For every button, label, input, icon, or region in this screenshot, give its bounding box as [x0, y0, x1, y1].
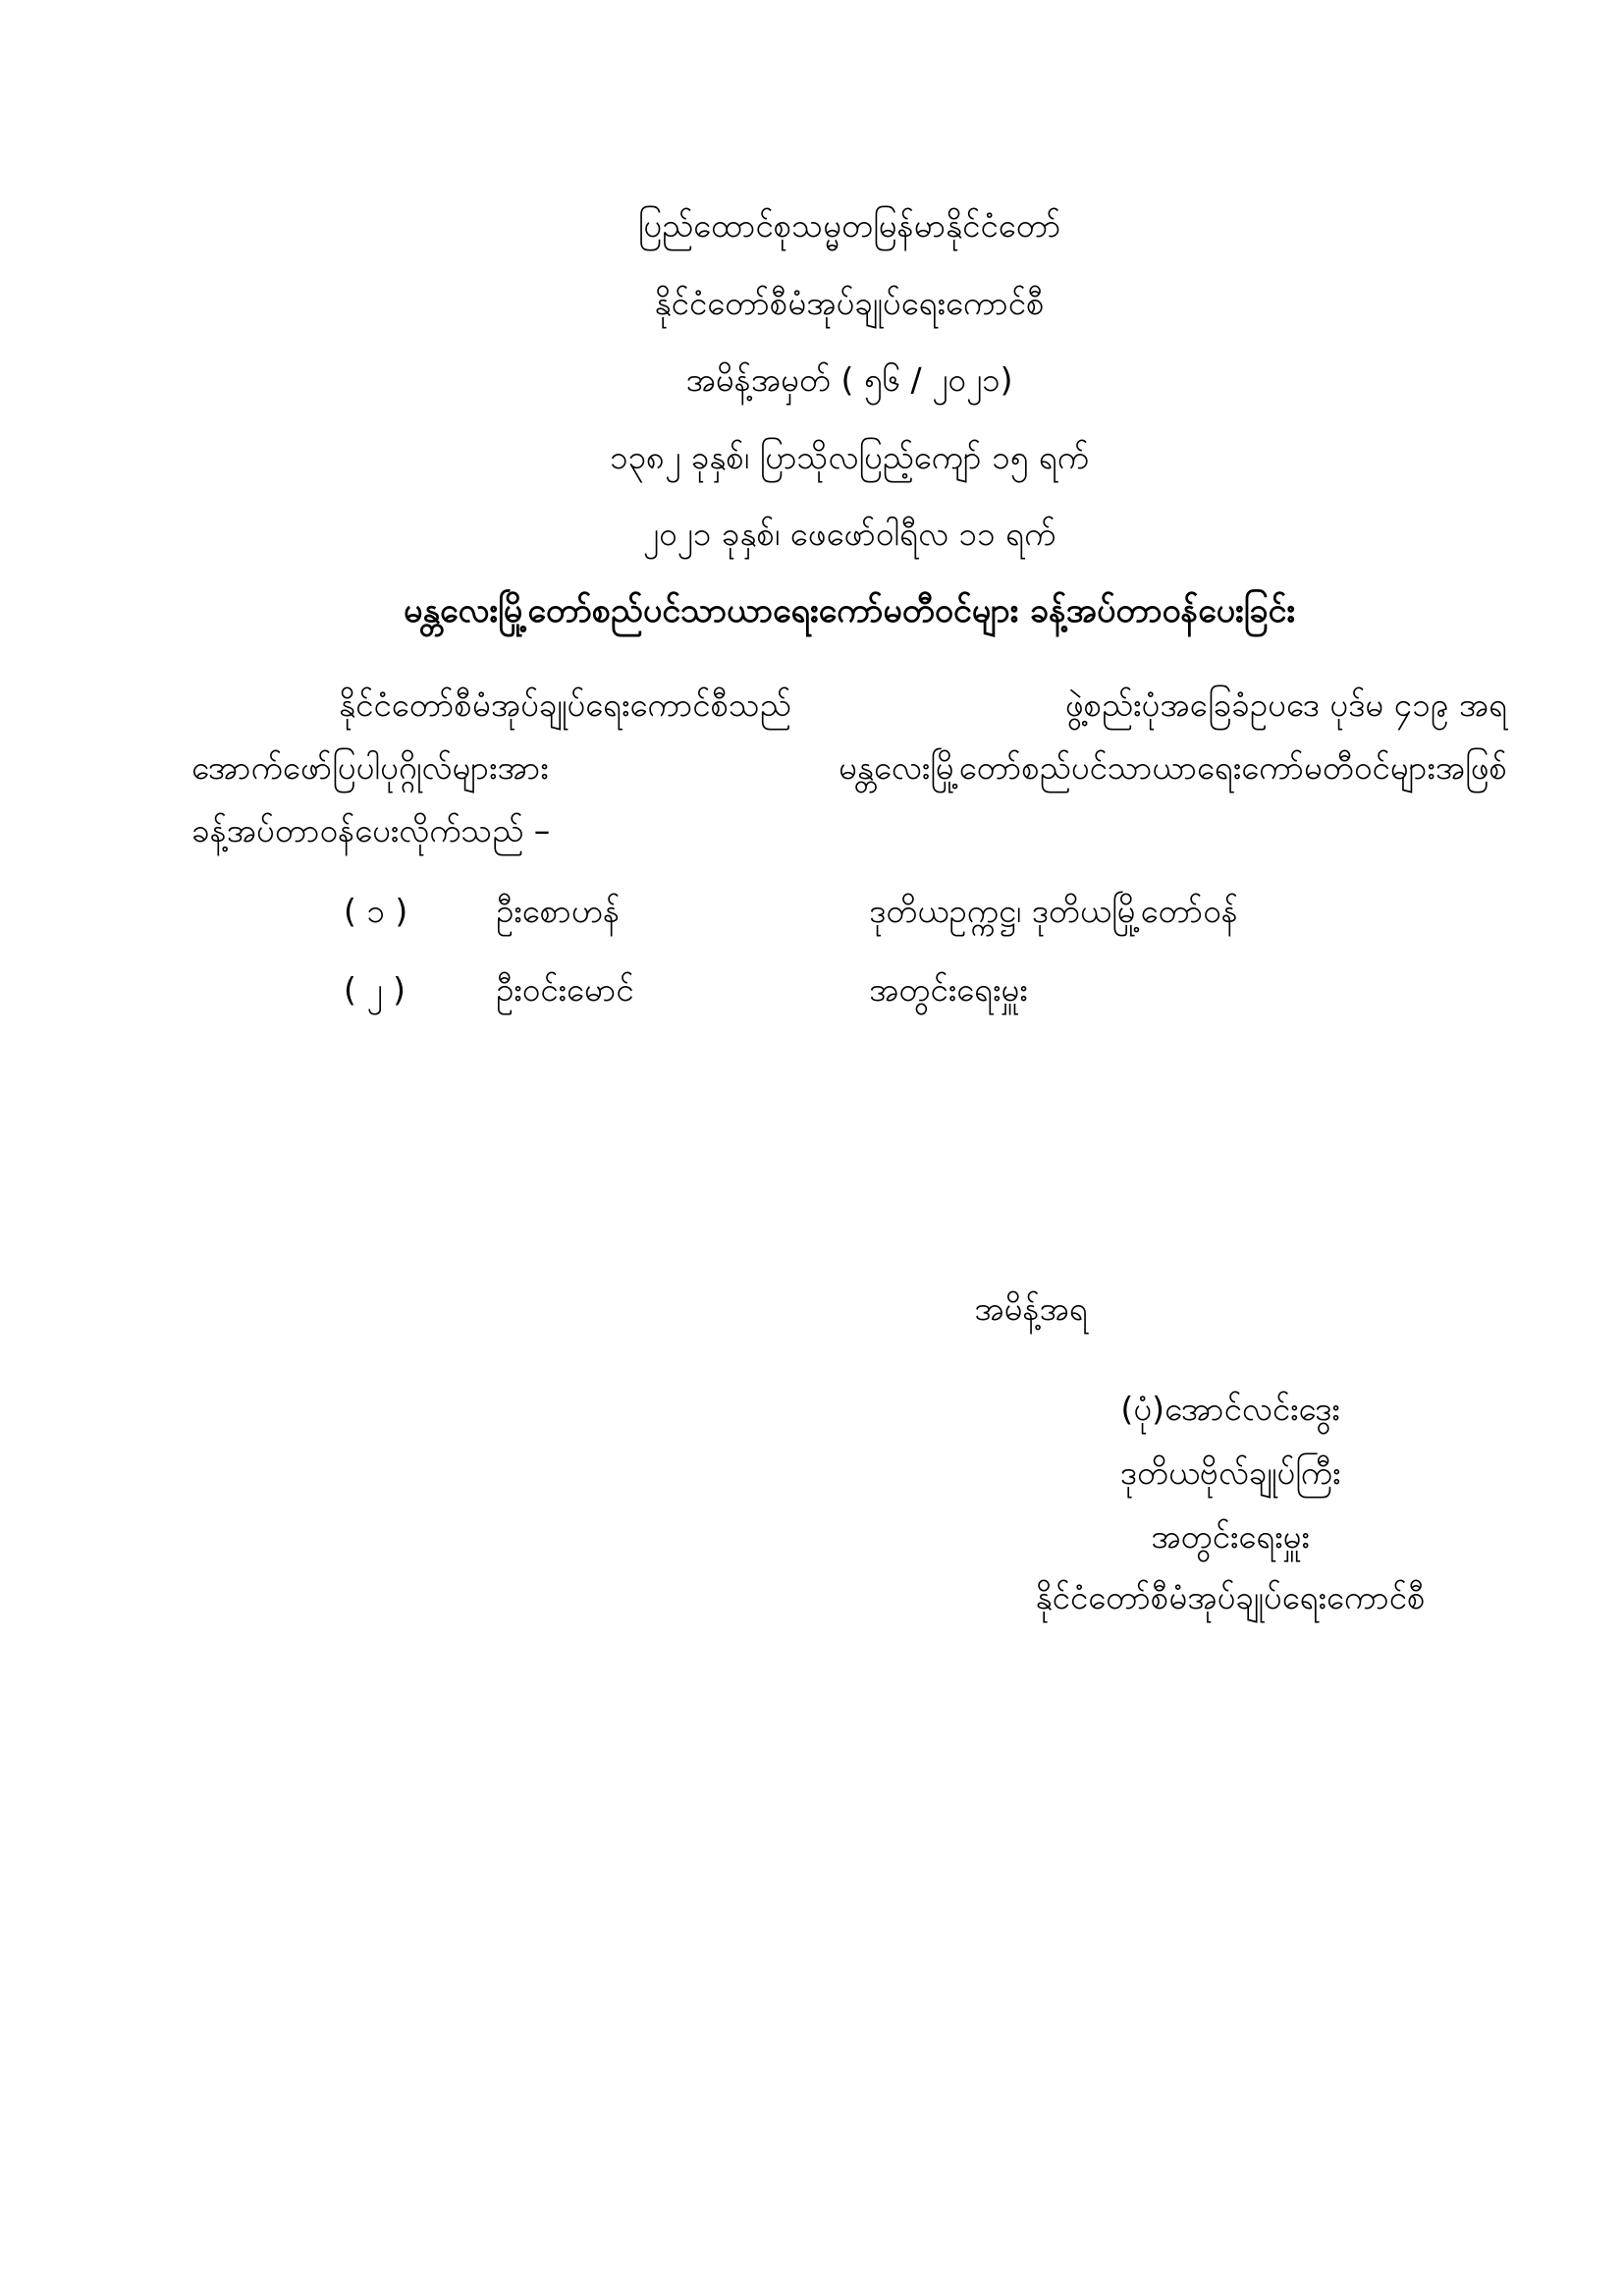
- appointee-1-name: ဦးစောဟန်: [496, 892, 621, 930]
- myanmar-era-date: ၁၃၈၂ ခုနှစ်၊ ပြာသိုလပြည့်ကျော် ၁၅ ရက်: [610, 438, 1089, 476]
- gregorian-date: ၂၀၂၁ ခုနှစ်၊ ဖေဖော်ဝါရီလ ၁၁ ရက်: [642, 515, 1056, 553]
- body-line1-right-segment: ဖွဲ့စည်းပုံအခြေခံဥပဒေ ပုဒ်မ ၄၁၉ အရ: [1064, 685, 1507, 724]
- body-line1-left-segment: နိုင်ငံတော်စီမံအုပ်ချုပ်ရေးကောင်စီသည်: [339, 685, 791, 724]
- appointee-row: [191, 965, 1507, 1028]
- signer-title: အတွင်းရေးမှူး: [1151, 1517, 1310, 1556]
- appointee-1-number: ( ၁ ): [344, 892, 408, 930]
- body-paragraph-line-1: [191, 681, 1507, 730]
- body-paragraph-line-3: ခန့်အပ်တာဝန်ပေးလိုက်သည် –: [191, 811, 551, 849]
- appointee-row: [191, 887, 1507, 950]
- signer-organization: နိုင်ငံတော်စီမံအုပ်ချုပ်ရေးကောင်စီ: [1035, 1578, 1426, 1616]
- body-line2-right-segment: မန္တလေးမြို့တော်စည်ပင်သာယာရေးကော်မတီဝင်များအဖြစ်: [838, 748, 1507, 787]
- signed-name: (ပုံ)အောင်လင်းဒွေး: [1120, 1390, 1340, 1428]
- body-paragraph-line-2: [191, 743, 1507, 793]
- by-order-text: အမိန့်အရ: [974, 1289, 1088, 1328]
- order-number-line: အမိန့်အမှတ် ( ၅၆ / ၂၀၂၁): [685, 360, 1013, 399]
- signer-rank: ဒုတိယဗိုလ်ချုပ်ကြီး: [1119, 1453, 1341, 1492]
- country-title: ပြည်ထောင်စုသမ္မတမြန်မာနိုင်ငံတော်: [637, 206, 1061, 245]
- appointee-2-name: ဦးဝင်းမောင်: [496, 970, 634, 1009]
- appointee-2-number: ( ၂ ): [344, 970, 406, 1009]
- council-title: နိုင်ငံတော်စီမံအုပ်ချုပ်ရေးကောင်စီ: [654, 284, 1045, 322]
- order-subject-title: မန္တလေးမြို့တော်စည်ပင်သာယာရေးကော်မတီဝင်များ ခန့်အပ်တာဝန်ပေးခြင်း: [404, 591, 1295, 630]
- appointee-1-position: ဒုတိယဥက္ကဋ္ဌ၊ ဒုတိယမြို့တော်ဝန်: [869, 892, 1238, 930]
- body-line2-left-segment: အောက်ဖော်ပြပါပုဂ္ဂိုလ်များအား: [191, 748, 549, 787]
- appointee-2-position: အတွင်းရေးမှူး: [869, 970, 1028, 1009]
